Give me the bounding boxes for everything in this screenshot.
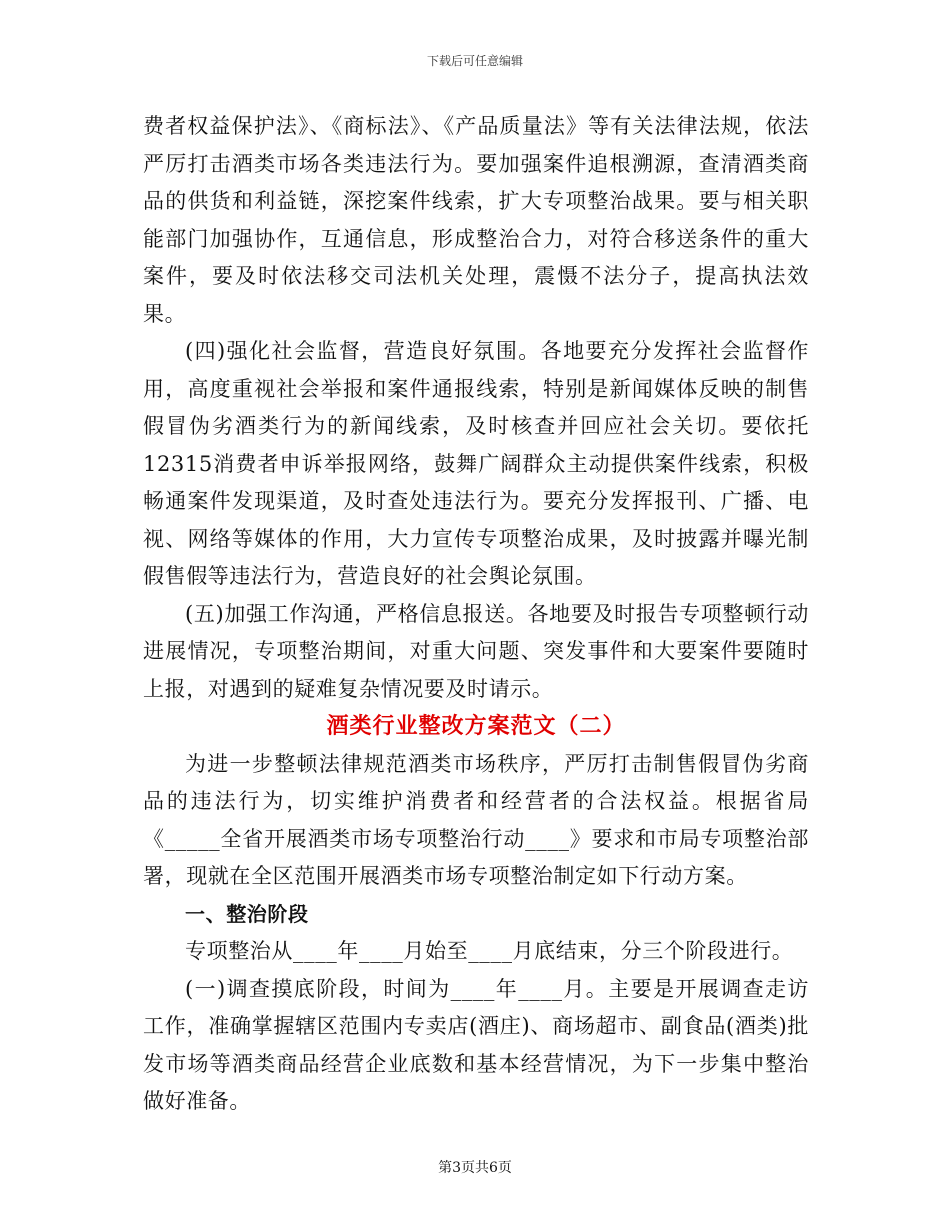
document-body: [143, 108, 809, 1121]
paragraph-investigation: (一)调查摸底阶段，时间为____年____月。主要是开展调查走访工作，准确掌握辖区范围内专卖店(酒庄)、商场超市、副食品(酒类)批发市场等酒类商品经营企业底数和基本经营情况，为下一步集中整治做好准备。: [143, 976, 809, 1113]
paragraph-schedule: 专项整治从____年____月始至____月底结束，分三个阶段进行。: [185, 939, 794, 963]
paragraph-continued: 费者权益保护法》、《商标法》、《产品质量法》等有关法律法规，依法严厉打击酒类市场各类违法行为。要加强案件追根溯源，查清酒类商品的供货和利益链，深挖案件线索，扩大专项整治战果。要与相关职能部门加强协作，互通信息，形成整治合力，对符合移送条件的重大案件，要及时依法移交司法机关处理，震慑不法分子，提高执法效果。: [143, 114, 809, 326]
paragraph-communication: (五)加强工作沟通，严格信息报送。各地要及时报告专项整顿行动进展情况，专项整治期间，对重大问题、突发事件和大要案件要随时上报，对遇到的疑难复杂情况要及时请示。: [143, 601, 809, 701]
paragraph-social-supervision: (四)强化社会监督，营造良好氛围。各地要充分发挥社会监督作用，高度重视社会举报和案件通报线索，特别是新闻媒体反映的制售假冒伪劣酒类行为的新闻线索，及时核查并回应社会关切。要依托12315消费者申诉举报网络，鼓舞广阔群众主动提供案件线索，积极畅通案件发现渠道，及时查处违法行为。要充分发挥报刊、广播、电视、网络等媒体的作用，大力宣传专项整治成果，及时披露并曝光制假售假等违法行为，营造良好的社会舆论氛围。: [143, 339, 809, 588]
page-header-note: 下载后可任意编辑: [426, 54, 523, 68]
paragraph-intro: 为进一步整顿法律规范酒类市场秩序，严厉打击制售假冒伪劣商品的违法行为，切实维护消费者和经营者的合法权益。根据省局《_____全省开展酒类市场专项整治行动____》要求和市局专项整治部署，现就在全区范围开展酒类市场专项整治制定如下行动方案。: [143, 751, 809, 888]
section-title: 酒类行业整改方案范文（二）: [326, 714, 626, 739]
heading-stage: 一、整治阶段: [185, 901, 309, 926]
page-footer-number: 第3页共6页: [438, 1160, 512, 1176]
